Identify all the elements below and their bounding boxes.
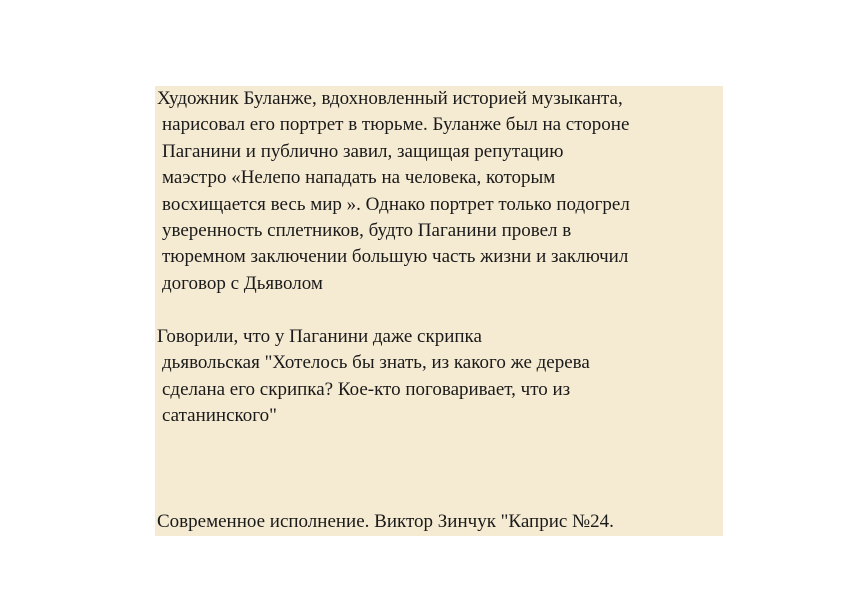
text-line: дьявольская "Хотелось бы знать, из какого же дерева <box>162 352 590 374</box>
text-line: нарисовал его портрет в тюрьме. Буланже был на стороне <box>162 114 630 136</box>
text-line: уверенность сплетников, будто Паганини провел в <box>162 220 572 242</box>
text-box <box>155 86 723 536</box>
text-line: сделана его скрипка? Кое-кто поговаривает, что из <box>162 378 571 400</box>
text-line: тюремном заключении большую часть жизни и заключил <box>162 246 629 268</box>
text-line: восхищается весь мир ». Однако портрет только подогрел <box>162 193 630 215</box>
text-line: сатанинского" <box>162 405 277 427</box>
paragraph-devil-violin <box>157 324 590 430</box>
text-line: Современное исполнение. Виктор Зинчук "Каприс №24. <box>157 511 614 532</box>
text-line: Паганини и публично завил, защищая репутацию <box>162 140 564 162</box>
paragraph-modern-performance <box>157 509 614 535</box>
text-line: Художник Буланже, вдохновленный историей музыканта, <box>157 88 623 109</box>
text-line: Говорили, что у Паганини даже скрипка <box>157 326 482 347</box>
text-line: договор с Дьяволом <box>162 272 323 294</box>
text-line: маэстро «Нелепо нападать на человека, которым <box>162 167 556 189</box>
paragraph-boulanger-portrait <box>157 86 630 297</box>
